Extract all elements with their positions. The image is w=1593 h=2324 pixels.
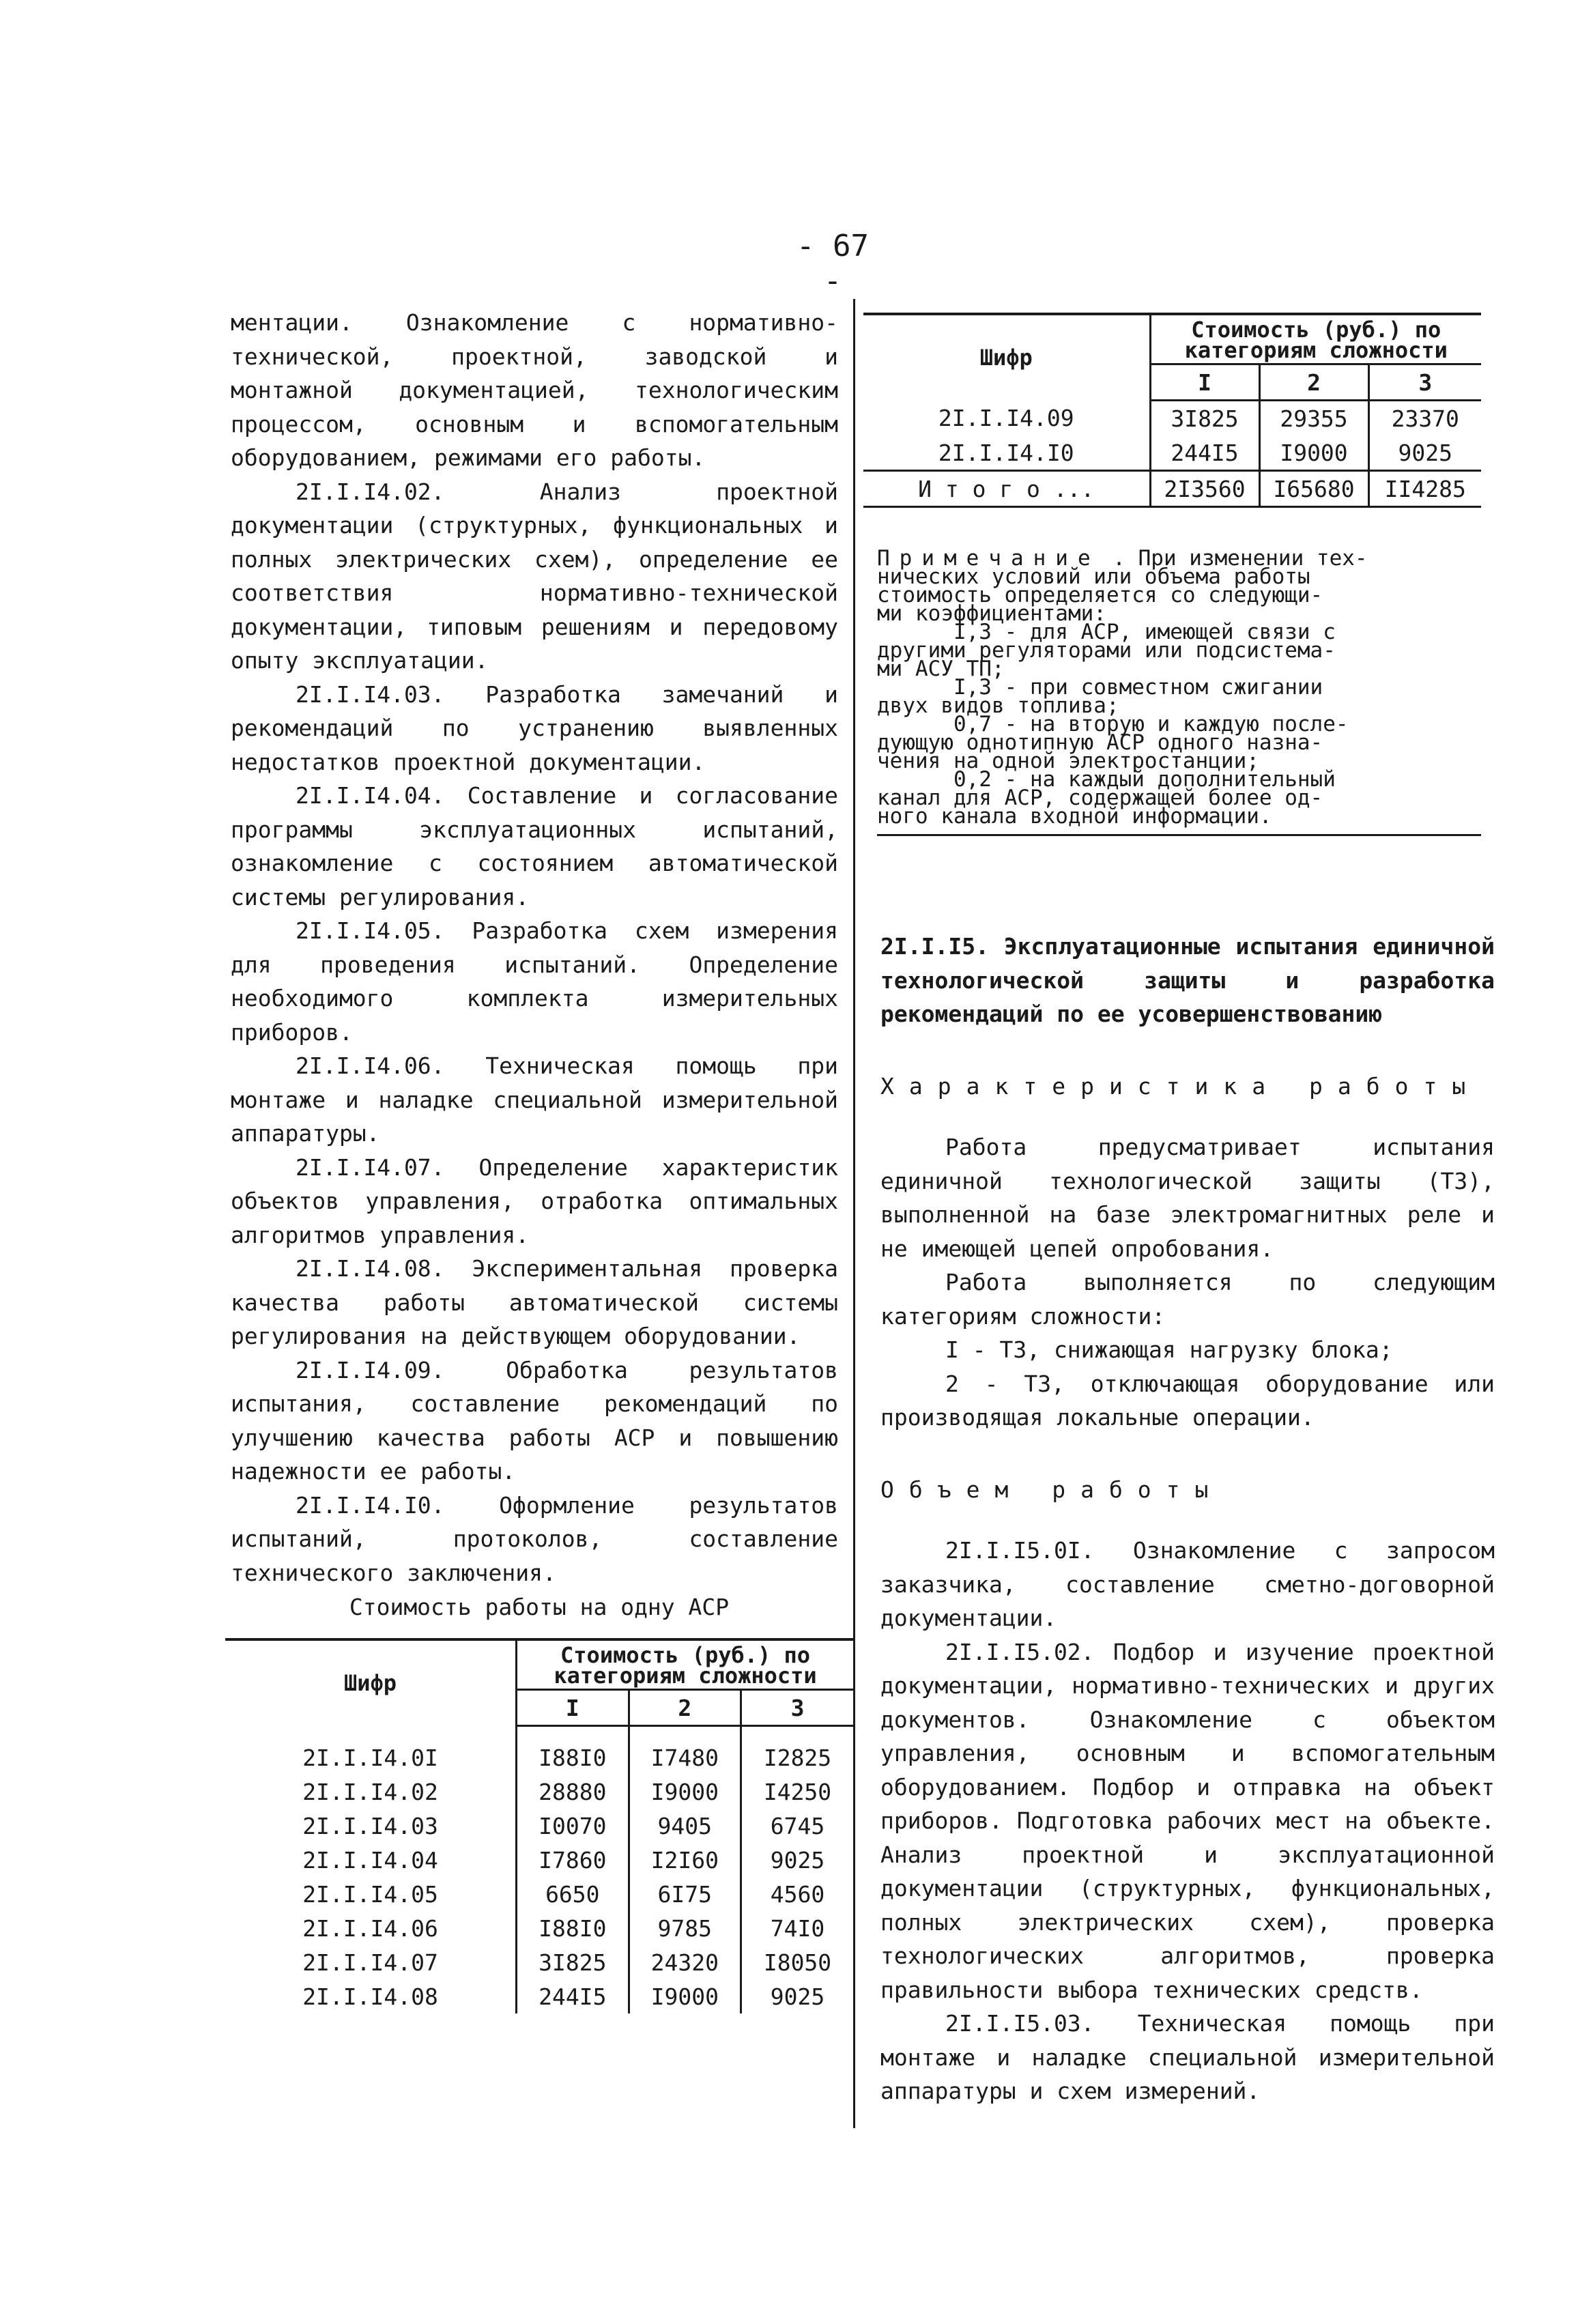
table-row [225,1945,853,1979]
code-header: Шифр [863,315,1150,401]
volume-heading: Объем работы [880,1476,1224,1503]
row-code: 2I.I.I4.09 [863,401,1150,436]
row-value: 3I825 [1171,405,1239,432]
table-spacer [629,1726,741,1741]
note-line: дующую однотипную АСР одного назна- [877,730,1323,755]
row-value: 6I75 [629,1877,741,1911]
row-code: 2I.I.I4.02 [225,1775,517,1809]
row-code: 2I.I.I4.04 [225,1843,517,1877]
cost-group-header-line1: Стоимость (руб.) по [1191,317,1441,343]
row-value: I9000 [629,1979,741,2013]
row-value: 3I825 [539,1949,607,1976]
table-row [225,1740,853,1775]
row-value: I2825 [741,1740,853,1775]
left-paragraph: 2I.I.I4.04. Составление и согласование программы эксплуатационных испытаний, ознакомление с состоянием автоматической системы регулирования. [231,782,838,910]
note-line: чения на одной электростанции; [877,749,1259,773]
total-row [863,471,1481,507]
row-value: I7860 [539,1846,607,1874]
cost-group-header-line2: категориям сложности [1184,337,1448,363]
table-spacer [741,1726,853,1741]
cost-group-header-line2: категориям сложности [554,1663,817,1689]
row-code: 2I.I.I4.08 [225,1979,517,2013]
cost-table-left [225,1638,853,2013]
row-value: 28880 [539,1778,607,1805]
row-value: 24320 [629,1945,741,1979]
row-value: I8050 [741,1945,853,1979]
table-row [225,1877,853,1911]
note-line: I,3 - при совместном сжигании [877,675,1323,700]
left-paragraph: ментации. Ознакомление с нормативно-технической, проектной, заводской и монтажной документацией, технологическим процессом, основным и вспомогательным оборудованием, режимами его работы. [231,309,838,471]
row-value: I88I0 [539,1914,607,1942]
characteristic-heading: Характеристика работы [880,1072,1481,1100]
row-value: 4560 [741,1877,853,1911]
category-header: 2 [1259,364,1368,401]
row-code: 2I.I.I4.07 [225,1945,517,1979]
table-row [863,401,1481,436]
note-block [877,546,1481,836]
row-value: I9000 [629,1775,741,1809]
cost-group-header [1150,315,1481,364]
row-value: 29355 [1259,401,1368,436]
row-value: I4250 [741,1775,853,1809]
row-code: 2I.I.I4.0I [225,1740,517,1775]
volume-paragraph: 2I.I.I5.02. Подбор и изучение проектной документации, нормативно-технических и других документов. Ознакомление с объектом управления, основным и вспомогательным оборудованием. Подбор и отправка на объект приборов. Подготовка рабочих мест на объекте. Анализ проектной и эксплуатационной документации (структурных, функциональных, полных электрических схем), проверка технологических алгоритмов, проверка правильности выбора технических средств. [880,1638,1495,2003]
row-value: 74I0 [741,1911,853,1945]
table-row [225,1843,853,1877]
note-line: двух видов топлива; [877,693,1119,718]
note-title: Примечание [877,546,1100,571]
table-row [863,435,1481,471]
row-value: 9025 [1368,435,1481,471]
note-line: другими регуляторами или подсистема- [877,638,1336,663]
note-line: ми коэффициентами: [877,601,1106,626]
left-paragraph: 2I.I.I4.06. Техническая помощь при монтаже и наладке специальной измерительной аппаратуры. [231,1052,838,1147]
note-line-text: . При изменении тех- [1100,546,1368,571]
row-code: 2I.I.I4.03 [225,1809,517,1843]
category-header: I [1150,364,1259,401]
note-line: I,3 - для АСР, имеющей связи с [877,620,1336,644]
left-paragraph: 2I.I.I4.05. Разработка схем измерения для проведения испытаний. Определение необходимого комплекта измерительных приборов. [231,917,838,1046]
section-title: 2I.I.I5. Эксплуатационные испытания единичной технологической защиты и разработка рекомендаций по ее усовершенствованию [880,933,1495,1027]
code-header: Шифр [225,1641,517,1726]
left-paragraph: 2I.I.I4.07. Определение характеристик объектов управления, отработка оптимальных алгоритмов управления. [231,1153,838,1248]
column-divider [853,299,855,2128]
row-code: 2I.I.I4.05 [225,1877,517,1911]
left-paragraph: 2I.I.I4.I0. Оформление результатов испытаний, протоколов, составление технического заключения. [231,1491,838,1586]
row-value: 6650 [545,1880,600,1908]
row-value: 9025 [741,1979,853,2013]
table-row [225,1809,853,1843]
note-line: стоимость определяется со следующи- [877,583,1323,607]
left-paragraph: 2I.I.I4.02. Анализ проектной документации (структурных, функциональных и полных электрических схем), определение ее соответствия нормативно-технической документации, типовым решениям и передовому опыту эксплуатации. [231,478,838,674]
row-value: 9025 [741,1843,853,1877]
cost-table-caption: Стоимость работы на одну АСР [349,1594,730,1620]
cost-group-header [517,1641,853,1690]
table-row [225,1775,853,1809]
table-row [225,1979,853,2013]
category-header: 3 [741,1690,853,1726]
cost-table-right [863,313,1481,508]
page-number: - 67 - [796,229,869,298]
row-value: I9000 [1259,435,1368,471]
cost-group-header-line1: Стоимость (руб.) по [560,1642,811,1668]
row-value: 244I5 [539,1983,607,2010]
volume-paragraph: 2I.I.I5.0I. Ознакомление с запросом заказчика, составление сметно-договорной документации. [880,1537,1495,1631]
left-paragraph: 2I.I.I4.08. Экспериментальная проверка качества работы автоматической системы регулирования на действующем оборудовании. [231,1255,838,1349]
row-value: 9405 [629,1809,741,1843]
row-value: I2I60 [629,1843,741,1877]
row-value: 9785 [629,1911,741,1945]
note-lines [877,546,1481,829]
note-line: 0,2 - на каждый дополнительный [877,767,1336,792]
row-value: 244I5 [1171,439,1239,466]
characteristic-paragraph: 2 - ТЗ, отключающая оборудование или производящая локальные операции. [880,1370,1495,1431]
note-line: нических условий или объема работы [877,564,1310,589]
right-column-text [880,930,1495,2108]
total-value: 2I3560 [1150,471,1259,507]
characteristic-paragraph: Работа выполняется по следующим категориям сложности: [880,1269,1495,1330]
characteristic-paragraph: Работа предусматривает испытания единичной технологической защиты (ТЗ), выполненной на базе электромагнитных реле и не имеющей цепей опробования. [880,1134,1495,1262]
left-paragraph: 2I.I.I4.03. Разработка замечаний и рекомендаций по устранению выявленных недостатков проектной документации. [231,680,838,775]
total-value: II4285 [1368,471,1481,507]
row-value: 23370 [1368,401,1481,436]
note-line: канал для АСР, содержащей более од- [877,786,1323,810]
row-code: 2I.I.I4.I0 [863,435,1150,471]
row-value: I7480 [629,1740,741,1775]
note-line: ного канала входной информации. [877,804,1272,829]
table-spacer [517,1726,629,1741]
row-code: 2I.I.I4.06 [225,1911,517,1945]
note-line: 0,7 - на вторую и каждую после- [877,712,1349,736]
row-value: I88I0 [539,1744,607,1771]
category-header: I [517,1690,629,1726]
total-value: I65680 [1259,471,1368,507]
category-header: 2 [629,1690,741,1726]
note-line: ми АСУ ТП; [877,657,1005,681]
category-header: 3 [1368,364,1481,401]
row-value: I0070 [539,1812,607,1839]
volume-paragraph: 2I.I.I5.03. Техническая помощь при монтаже и наладке специальной измерительной аппаратуры и схем измерений. [880,2010,1495,2104]
total-label: И т о г о ... [863,471,1150,507]
table-spacer [225,1726,517,1741]
row-value: 6745 [741,1809,853,1843]
table-row [225,1911,853,1945]
left-column [231,306,838,1590]
left-paragraph: 2I.I.I4.09. Обработка результатов испытания, составление рекомендаций по улучшению качества работы АСР и повышению надежности ее работы. [231,1356,838,1484]
characteristic-paragraph: I - ТЗ, снижающая нагрузку блока; [945,1336,1393,1363]
